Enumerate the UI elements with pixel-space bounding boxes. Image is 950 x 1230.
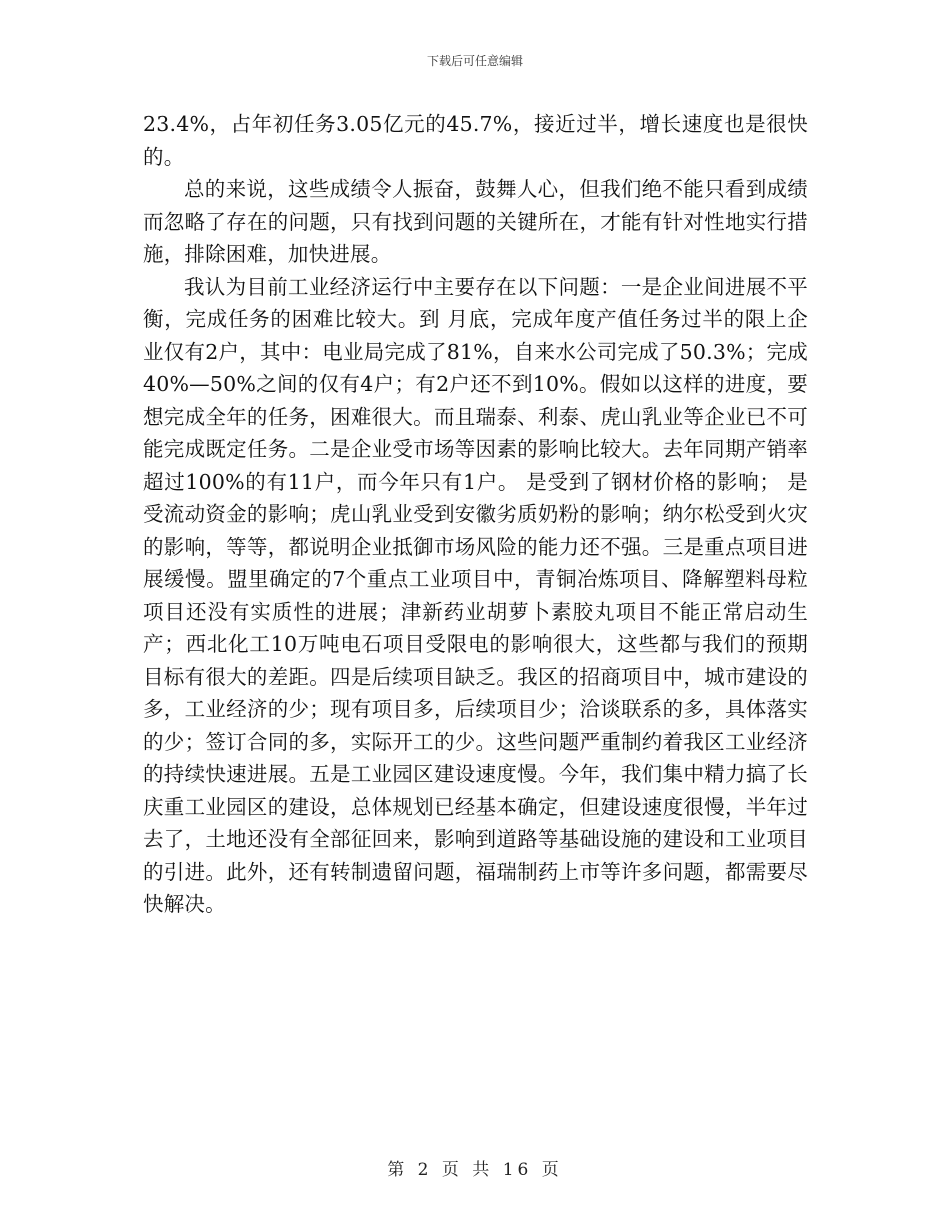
paragraph-problems: 我认为目前工业经济运行中主要存在以下问题：一是企业间进展不平衡，完成任务的困难比较大。到 月底，完成年度产值任务过半的限上企业仅有2户，其中：电业局完成了81%，自来水公司完成了50.3%；完成40%—50%之间的仅有4户；有2户还不到10%。假如以这样的进度，要想完成全年的任务，困难很大。而且瑞泰、利泰、虎山乳业等企业已不可能完成既定任务。二是企业受市场等因素的影响比较大。去年同期产销率超过100%的有11户，而今年只有1户。 是受到了钢材价格的影响； 是受流动资金的影响；虎山乳业受到安徽劣质奶粉的影响；纳尔松受到火灾的影响，等等，都说明企业抵御市场风险的能力还不强。三是重点项目进展缓慢。盟里确定的7个重点工业项目中，青铜冶炼项目、降解塑料母粒项目还没有实质性的进展；津新药业胡萝卜素胶丸项目不能正常启动生产；西北化工10万吨电石项目受限电的影响很大，这些都与我们的预期目标有很大的差距。四是后续项目缺乏。我区的招商项目中，城市建设的多，工业经济的少；现有项目多，后续项目少；洽谈联系的多，具体落实的少；签订合同的多，实际开工的少。这些问题严重制约着我区工业经济的持续快速进展。五是工业园区建设速度慢。今年，我们集中精力搞了长庆重工业园区的建设，总体规划已经基本确定，但建设速度很慢，半年过去了，土地还没有全部征回来，影响到道路等基础设施的建设和工业项目的引进。此外，还有转制遗留问题，福瑞制药上市等许多问题，都需要尽快解决。 [143, 274, 808, 916]
paragraph-summary: 总的来说，这些成绩令人振奋，鼓舞人心，但我们绝不能只看到成绩而忽略了存在的问题，只有找到问题的关键所在，才能有针对性地实行措施，排除困难，加快进展。 [143, 177, 808, 266]
paragraph-continuation: 23.4%，占年初任务3.05亿元的45.7%，接近过半，增长速度也是很快的。 [143, 112, 808, 169]
page-header-note: 下载后可任意编辑 [426, 54, 523, 68]
page-number: 第 2 页 共 16 页 [387, 1160, 563, 1180]
document-body [143, 108, 808, 921]
